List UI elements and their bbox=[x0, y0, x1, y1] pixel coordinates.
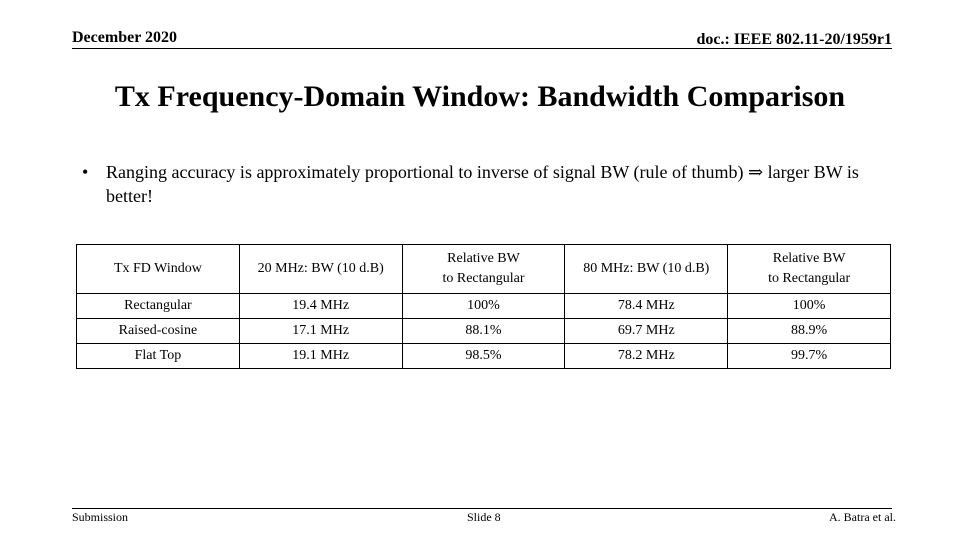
table-cell: Raised-cosine bbox=[77, 319, 240, 344]
slide-title: Tx Frequency-Domain Window: Bandwidth Comparison bbox=[114, 80, 846, 113]
table-cell: 17.1 MHz bbox=[239, 319, 402, 344]
bandwidth-comparison-table bbox=[76, 244, 891, 369]
table-cell: 78.4 MHz bbox=[565, 294, 728, 319]
table-cell: Flat Top bbox=[77, 344, 240, 369]
footer-submission: Submission bbox=[72, 510, 129, 524]
table-header-cell: Tx FD Window bbox=[77, 245, 240, 294]
bullet-text: Ranging accuracy is approximately proportional to inverse of signal BW (rule of thumb) ⇒ larger BW is better! bbox=[106, 162, 859, 206]
table-cell: 98.5% bbox=[402, 344, 565, 369]
header-doc-id: doc.: IEEE 802.11-20/1959r1 bbox=[696, 31, 892, 48]
table-cell: 88.1% bbox=[402, 319, 565, 344]
table-cell: 69.7 MHz bbox=[565, 319, 728, 344]
table-row bbox=[77, 294, 891, 319]
header-date: December 2020 bbox=[72, 29, 177, 46]
footer-slide-number: Slide 8 bbox=[467, 510, 501, 524]
bullet-item bbox=[82, 160, 862, 208]
bullet-dot-icon: • bbox=[82, 162, 89, 182]
table-header-cell: Relative BW to Rectangular bbox=[402, 245, 565, 294]
table-header-cell: 80 MHz: BW (10 d.B) bbox=[565, 245, 728, 294]
header-divider bbox=[72, 48, 892, 49]
table-cell: Rectangular bbox=[77, 294, 240, 319]
table-row bbox=[77, 344, 891, 369]
table-cell: 100% bbox=[402, 294, 565, 319]
table-header-cell: 20 MHz: BW (10 d.B) bbox=[239, 245, 402, 294]
table-header-cell: Relative BW to Rectangular bbox=[728, 245, 891, 294]
table-cell: 19.4 MHz bbox=[239, 294, 402, 319]
table-header-row bbox=[77, 245, 891, 294]
table-cell: 99.7% bbox=[728, 344, 891, 369]
table-row bbox=[77, 319, 891, 344]
table-cell: 88.9% bbox=[728, 319, 891, 344]
footer-authors: A. Batra et al. bbox=[829, 510, 896, 524]
table-cell: 100% bbox=[728, 294, 891, 319]
footer-divider bbox=[72, 508, 892, 509]
table-cell: 19.1 MHz bbox=[239, 344, 402, 369]
table-cell: 78.2 MHz bbox=[565, 344, 728, 369]
